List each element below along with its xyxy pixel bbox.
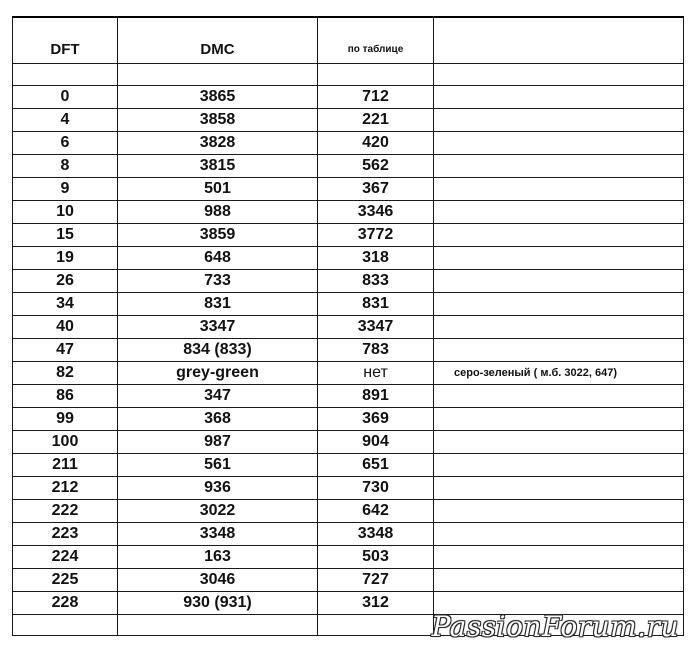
table-row <box>13 569 684 592</box>
cell-dmc: 501 <box>118 178 318 201</box>
cell-note <box>434 201 684 224</box>
watermark: PassionForum.ru <box>431 610 679 643</box>
table-row <box>13 431 684 454</box>
cell-dft: 86 <box>13 385 118 408</box>
cell-dmc: grey-green <box>118 362 318 385</box>
cell-note <box>434 569 684 592</box>
cell-dft: 82 <box>13 362 118 385</box>
cell-dft: 6 <box>13 132 118 155</box>
table-row <box>13 201 684 224</box>
color-conversion-table <box>12 16 684 636</box>
cell-dft: 228 <box>13 592 118 615</box>
cell-note <box>434 523 684 546</box>
cell-dft: 99 <box>13 408 118 431</box>
cell-dmc: 368 <box>118 408 318 431</box>
cell-dft: 4 <box>13 109 118 132</box>
cell-note <box>434 247 684 270</box>
cell-note <box>434 477 684 500</box>
cell-by-table: 651 <box>318 454 434 477</box>
cell-dft: 225 <box>13 569 118 592</box>
header-by-table: по таблице <box>318 17 434 64</box>
cell-note <box>434 385 684 408</box>
cell-by-table: 221 <box>318 109 434 132</box>
cell-dft: 9 <box>13 178 118 201</box>
cell-dft: 224 <box>13 546 118 569</box>
cell-by-table: 833 <box>318 270 434 293</box>
cell-dmc: 987 <box>118 431 318 454</box>
cell-note: серо-зеленый ( м.б. 3022, 647) <box>434 362 684 385</box>
cell-dft: 211 <box>13 454 118 477</box>
cell-dft: 40 <box>13 316 118 339</box>
cell-note <box>434 109 684 132</box>
cell-by-table: 891 <box>318 385 434 408</box>
cell-dft: 47 <box>13 339 118 362</box>
table-row <box>13 500 684 523</box>
table-row <box>13 293 684 316</box>
cell-note <box>434 431 684 454</box>
cell-dmc: 834 (833) <box>118 339 318 362</box>
cell-by-table: 318 <box>318 247 434 270</box>
cell-dmc: 3858 <box>118 109 318 132</box>
cell-dft: 19 <box>13 247 118 270</box>
cell-dft: 26 <box>13 270 118 293</box>
cell-dft: 0 <box>13 86 118 109</box>
table-row <box>13 86 684 109</box>
table-row <box>13 523 684 546</box>
cell-note <box>434 86 684 109</box>
cell-dmc: 930 (931) <box>118 592 318 615</box>
cell-dmc: 3347 <box>118 316 318 339</box>
cell-dmc: 936 <box>118 477 318 500</box>
header-notes <box>434 17 684 64</box>
cell-note <box>434 155 684 178</box>
cell-note <box>434 178 684 201</box>
header-dft: DFT <box>13 17 118 64</box>
cell-by-table: 3346 <box>318 201 434 224</box>
cell-by-table: 3348 <box>318 523 434 546</box>
cell-note <box>434 316 684 339</box>
cell-dft: 34 <box>13 293 118 316</box>
cell-dmc: 733 <box>118 270 318 293</box>
cell-dft: 223 <box>13 523 118 546</box>
cell-note <box>434 270 684 293</box>
table-row <box>13 385 684 408</box>
table-row <box>13 109 684 132</box>
cell-by-table: 3772 <box>318 224 434 247</box>
cell-by-table: 3347 <box>318 316 434 339</box>
cell-by-table: 562 <box>318 155 434 178</box>
header-dmc: DMC <box>118 17 318 64</box>
cell-dmc: 3046 <box>118 569 318 592</box>
cell-dmc: 3815 <box>118 155 318 178</box>
header-row <box>13 17 684 64</box>
cell-dmc: 561 <box>118 454 318 477</box>
cell-dmc: 648 <box>118 247 318 270</box>
cell-dft: 100 <box>13 431 118 454</box>
cell-dmc: 3859 <box>118 224 318 247</box>
cell-by-table: нет <box>318 362 434 385</box>
cell-dmc: 3865 <box>118 86 318 109</box>
cell-dmc: 3022 <box>118 500 318 523</box>
table-row <box>13 178 684 201</box>
cell-by-table: 367 <box>318 178 434 201</box>
table-row <box>13 316 684 339</box>
cell-by-table: 727 <box>318 569 434 592</box>
cell-dmc: 831 <box>118 293 318 316</box>
cell-dmc: 3828 <box>118 132 318 155</box>
cell-note <box>434 408 684 431</box>
table-row <box>13 339 684 362</box>
cell-dmc: 3348 <box>118 523 318 546</box>
cell-note <box>434 224 684 247</box>
cell-by-table: 904 <box>318 431 434 454</box>
cell-by-table: 312 <box>318 592 434 615</box>
cell-note <box>434 500 684 523</box>
table-row <box>13 270 684 293</box>
cell-by-table: 642 <box>318 500 434 523</box>
cell-by-table: 831 <box>318 293 434 316</box>
table-row <box>13 454 684 477</box>
table-row <box>13 546 684 569</box>
cell-note <box>434 132 684 155</box>
cell-by-table: 503 <box>318 546 434 569</box>
cell-by-table: 369 <box>318 408 434 431</box>
table-row <box>13 155 684 178</box>
cell-note <box>434 293 684 316</box>
table-row <box>13 224 684 247</box>
cell-note <box>434 339 684 362</box>
table-row <box>13 247 684 270</box>
cell-dft: 10 <box>13 201 118 224</box>
cell-by-table: 712 <box>318 86 434 109</box>
cell-dft: 8 <box>13 155 118 178</box>
empty-row <box>13 64 684 86</box>
cell-note <box>434 454 684 477</box>
cell-by-table: 730 <box>318 477 434 500</box>
cell-by-table: 783 <box>318 339 434 362</box>
cell-dmc: 347 <box>118 385 318 408</box>
table-row <box>13 362 684 385</box>
cell-note <box>434 546 684 569</box>
table-row <box>13 477 684 500</box>
table-row <box>13 132 684 155</box>
cell-dmc: 163 <box>118 546 318 569</box>
cell-dft: 222 <box>13 500 118 523</box>
cell-dft: 212 <box>13 477 118 500</box>
cell-dmc: 988 <box>118 201 318 224</box>
cell-dft: 15 <box>13 224 118 247</box>
cell-by-table: 420 <box>318 132 434 155</box>
table-row <box>13 408 684 431</box>
